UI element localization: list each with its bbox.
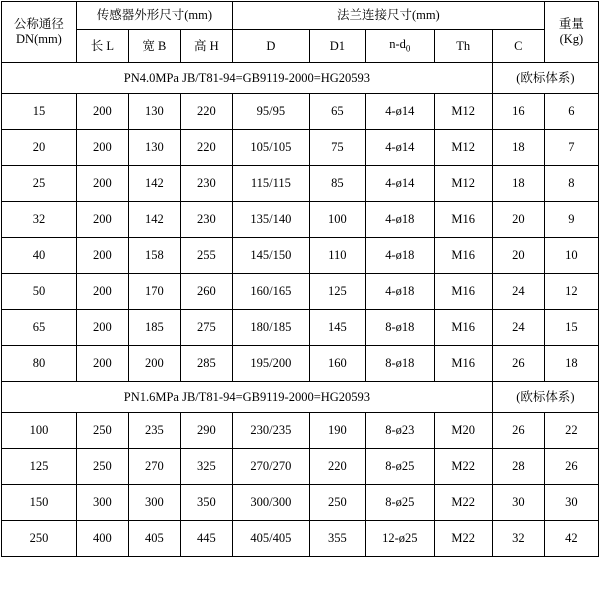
cell-bolt-holes: 12-ø25 [365,521,434,557]
specification-table [1,1,599,557]
table-row [2,413,599,449]
cell-dn: 15 [2,94,77,130]
cell-dn: 150 [2,485,77,521]
cell-c: 24 [492,274,544,310]
cell-height: 255 [180,238,232,274]
cell-dn: 125 [2,449,77,485]
cell-thread: M22 [434,485,492,521]
table-row [2,274,599,310]
header-bolt-holes [365,30,434,63]
cell-d: 230/235 [232,413,309,449]
header-length: 长 L [76,30,128,63]
band-system-label: (欧标体系) [492,63,598,94]
cell-length: 250 [76,449,128,485]
cell-dn: 32 [2,202,77,238]
cell-bolt-holes: 4-ø18 [365,202,434,238]
cell-length: 200 [76,130,128,166]
cell-c: 30 [492,485,544,521]
table-row [2,521,599,557]
cell-thread: M12 [434,130,492,166]
cell-d1: 355 [309,521,365,557]
cell-thread: M16 [434,202,492,238]
cell-weight: 22 [544,413,598,449]
cell-thread: M16 [434,238,492,274]
cell-d: 95/95 [232,94,309,130]
cell-d: 145/150 [232,238,309,274]
cell-width: 158 [128,238,180,274]
cell-bolt-holes: 4-ø18 [365,238,434,274]
header-height: 高 H [180,30,232,63]
header-group-row [2,2,599,30]
cell-height: 325 [180,449,232,485]
cell-c: 18 [492,130,544,166]
cell-d: 115/115 [232,166,309,202]
table-row [2,238,599,274]
cell-height: 290 [180,413,232,449]
cell-d1: 100 [309,202,365,238]
cell-c: 24 [492,310,544,346]
table-body [2,63,599,557]
cell-thread: M12 [434,94,492,130]
cell-height: 230 [180,166,232,202]
cell-bolt-holes: 4-ø18 [365,274,434,310]
cell-length: 200 [76,310,128,346]
cell-d1: 75 [309,130,365,166]
cell-d1: 110 [309,238,365,274]
cell-weight: 7 [544,130,598,166]
cell-length: 200 [76,346,128,382]
band-row [2,63,599,94]
header-bolt-holes-subscript: 0 [405,43,411,54]
cell-bolt-holes: 8-ø25 [365,485,434,521]
cell-length: 250 [76,413,128,449]
header-weight [544,2,598,63]
cell-dn: 20 [2,130,77,166]
cell-height: 350 [180,485,232,521]
header-c: C [492,30,544,63]
table-row [2,202,599,238]
cell-d1: 160 [309,346,365,382]
cell-bolt-holes: 8-ø25 [365,449,434,485]
header-d1: D1 [309,30,365,63]
cell-d1: 220 [309,449,365,485]
cell-c: 18 [492,166,544,202]
cell-bolt-holes: 8-ø18 [365,346,434,382]
cell-weight: 15 [544,310,598,346]
cell-weight: 42 [544,521,598,557]
band-standard-label: PN4.0MPa JB/T81-94=GB9119-2000=HG20593 [2,63,493,94]
cell-thread: M16 [434,310,492,346]
cell-c: 16 [492,94,544,130]
cell-bolt-holes: 8-ø23 [365,413,434,449]
cell-height: 220 [180,94,232,130]
cell-height: 445 [180,521,232,557]
cell-d1: 190 [309,413,365,449]
cell-dn: 65 [2,310,77,346]
cell-d: 195/200 [232,346,309,382]
header-weight-line2: (Kg) [559,32,584,46]
cell-d: 160/165 [232,274,309,310]
table-row [2,166,599,202]
cell-length: 200 [76,94,128,130]
cell-width: 130 [128,130,180,166]
header-d: D [232,30,309,63]
cell-length: 300 [76,485,128,521]
cell-dn: 250 [2,521,77,557]
cell-d1: 65 [309,94,365,130]
cell-width: 200 [128,346,180,382]
cell-bolt-holes: 4-ø14 [365,94,434,130]
cell-weight: 26 [544,449,598,485]
cell-d1: 145 [309,310,365,346]
cell-dn: 50 [2,274,77,310]
cell-d: 300/300 [232,485,309,521]
cell-d: 180/185 [232,310,309,346]
cell-weight: 18 [544,346,598,382]
cell-length: 200 [76,166,128,202]
cell-d: 270/270 [232,449,309,485]
table-row [2,346,599,382]
cell-width: 185 [128,310,180,346]
cell-width: 170 [128,274,180,310]
header-width: 宽 B [128,30,180,63]
cell-height: 260 [180,274,232,310]
header-weight-line1: 重量 [558,17,584,31]
cell-weight: 30 [544,485,598,521]
cell-bolt-holes: 8-ø18 [365,310,434,346]
cell-d1: 125 [309,274,365,310]
header-sensor-dimensions: 传感器外形尺寸(mm) [76,2,232,30]
cell-thread: M16 [434,346,492,382]
cell-weight: 9 [544,202,598,238]
cell-weight: 8 [544,166,598,202]
cell-thread: M22 [434,449,492,485]
cell-height: 230 [180,202,232,238]
cell-thread: M16 [434,274,492,310]
cell-width: 405 [128,521,180,557]
table-row [2,94,599,130]
cell-width: 142 [128,202,180,238]
cell-c: 20 [492,238,544,274]
header-bolt-holes-prefix: n-d [389,37,406,52]
cell-length: 200 [76,274,128,310]
header-thread: Th [434,30,492,63]
cell-bolt-holes: 4-ø14 [365,166,434,202]
table-row [2,485,599,521]
cell-dn: 80 [2,346,77,382]
cell-d: 135/140 [232,202,309,238]
cell-thread: M22 [434,521,492,557]
header-flange-dimensions: 法兰连接尺寸(mm) [232,2,544,30]
cell-height: 220 [180,130,232,166]
cell-length: 200 [76,202,128,238]
header-nominal-diameter [2,2,77,63]
cell-width: 142 [128,166,180,202]
cell-height: 285 [180,346,232,382]
cell-length: 400 [76,521,128,557]
band-row [2,382,599,413]
cell-dn: 40 [2,238,77,274]
cell-c: 26 [492,413,544,449]
cell-c: 32 [492,521,544,557]
cell-bolt-holes: 4-ø14 [365,130,434,166]
cell-thread: M12 [434,166,492,202]
cell-dn: 25 [2,166,77,202]
header-sub-row [2,30,599,63]
cell-width: 235 [128,413,180,449]
cell-c: 26 [492,346,544,382]
header-nominal-diameter-line1: 公称通径 [13,17,64,31]
cell-length: 200 [76,238,128,274]
cell-weight: 12 [544,274,598,310]
cell-thread: M20 [434,413,492,449]
cell-c: 20 [492,202,544,238]
cell-width: 300 [128,485,180,521]
cell-d1: 250 [309,485,365,521]
cell-d: 405/405 [232,521,309,557]
cell-dn: 100 [2,413,77,449]
cell-d: 105/105 [232,130,309,166]
cell-height: 275 [180,310,232,346]
table-row [2,449,599,485]
header-nominal-diameter-line2: DN(mm) [16,32,62,46]
cell-weight: 6 [544,94,598,130]
band-system-label: (欧标体系) [492,382,598,413]
cell-width: 130 [128,94,180,130]
table-row [2,310,599,346]
cell-weight: 10 [544,238,598,274]
cell-d1: 85 [309,166,365,202]
band-standard-label: PN1.6MPa JB/T81-94=GB9119-2000=HG20593 [2,382,493,413]
cell-c: 28 [492,449,544,485]
cell-width: 270 [128,449,180,485]
table-row [2,130,599,166]
